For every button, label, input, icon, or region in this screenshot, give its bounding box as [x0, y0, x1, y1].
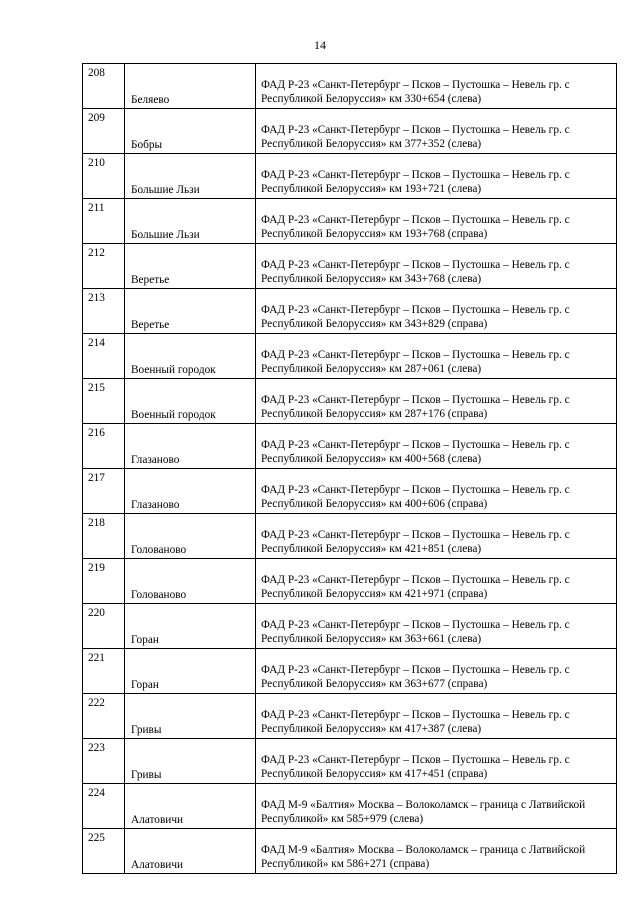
- road-location: ФАД Р-23 «Санкт-Петербург – Псков – Пустошка – Невель гр. с Республикой Белоруссия» км 417+387 (слева): [256, 694, 617, 739]
- settlement-name: Большие Льзи: [125, 199, 256, 244]
- settlement-name: Горан: [125, 649, 256, 694]
- settlement-name: Гривы: [125, 739, 256, 784]
- table-row: [83, 424, 617, 469]
- table-row: [83, 559, 617, 604]
- road-location: ФАД Р-23 «Санкт-Петербург – Псков – Пустошка – Невель гр. с Республикой Белоруссия» км 363+661 (слева): [256, 604, 617, 649]
- table-row: [83, 514, 617, 559]
- road-location: ФАД Р-23 «Санкт-Петербург – Псков – Пустошка – Невель гр. с Республикой Белоруссия» км 417+451 (справа): [256, 739, 617, 784]
- table-row: [83, 64, 617, 109]
- row-number: 223: [83, 739, 125, 784]
- table-row: [83, 694, 617, 739]
- table-body: [83, 64, 617, 874]
- road-location: ФАД Р-23 «Санкт-Петербург – Псков – Пустошка – Невель гр. с Республикой Белоруссия» км 193+768 (справа): [256, 199, 617, 244]
- road-location: ФАД Р-23 «Санкт-Петербург – Псков – Пустошка – Невель гр. с Республикой Белоруссия» км 400+568 (слева): [256, 424, 617, 469]
- row-number: 209: [83, 109, 125, 154]
- table-row: [83, 379, 617, 424]
- road-location: ФАД Р-23 «Санкт-Петербург – Псков – Пустошка – Невель гр. с Республикой Белоруссия» км 363+677 (справа): [256, 649, 617, 694]
- row-number: 216: [83, 424, 125, 469]
- settlement-name: Голованово: [125, 559, 256, 604]
- settlement-name: Голованово: [125, 514, 256, 559]
- table-row: [83, 784, 617, 829]
- table-row: [83, 604, 617, 649]
- table-row: [83, 469, 617, 514]
- row-number: 212: [83, 244, 125, 289]
- row-number: 208: [83, 64, 125, 109]
- settlement-name: Горан: [125, 604, 256, 649]
- road-location: ФАД Р-23 «Санкт-Петербург – Псков – Пустошка – Невель гр. с Республикой Белоруссия» км 287+176 (справа): [256, 379, 617, 424]
- settlement-name: Беляево: [125, 64, 256, 109]
- settlement-name: Глазаново: [125, 469, 256, 514]
- road-location: ФАД Р-23 «Санкт-Петербург – Псков – Пустошка – Невель гр. с Республикой Белоруссия» км 377+352 (слева): [256, 109, 617, 154]
- row-number: 217: [83, 469, 125, 514]
- row-number: 210: [83, 154, 125, 199]
- table-row: [83, 199, 617, 244]
- table-row: [83, 334, 617, 379]
- road-location: ФАД Р-23 «Санкт-Петербург – Псков – Пустошка – Невель гр. с Республикой Белоруссия» км 193+721 (слева): [256, 154, 617, 199]
- table-row: [83, 739, 617, 784]
- settlement-name: Веретье: [125, 289, 256, 334]
- road-location: ФАД Р-23 «Санкт-Петербург – Псков – Пустошка – Невель гр. с Республикой Белоруссия» км 343+829 (справа): [256, 289, 617, 334]
- table-row: [83, 154, 617, 199]
- row-number: 220: [83, 604, 125, 649]
- row-number: 213: [83, 289, 125, 334]
- table-row: [83, 829, 617, 874]
- settlement-name: Алатовичи: [125, 784, 256, 829]
- road-location: ФАД Р-23 «Санкт-Петербург – Псков – Пустошка – Невель гр. с Республикой Белоруссия» км 330+654 (слева): [256, 64, 617, 109]
- bus-stops-table: [82, 63, 617, 874]
- settlement-name: Военный городок: [125, 379, 256, 424]
- settlement-name: Глазаново: [125, 424, 256, 469]
- road-location: ФАД Р-23 «Санкт-Петербург – Псков – Пустошка – Невель гр. с Республикой Белоруссия» км 400+606 (справа): [256, 469, 617, 514]
- settlement-name: Бобры: [125, 109, 256, 154]
- page-number: 14: [314, 38, 326, 52]
- settlement-name: Военный городок: [125, 334, 256, 379]
- settlement-name: Алатовичи: [125, 829, 256, 874]
- settlement-name: Большие Льзи: [125, 154, 256, 199]
- row-number: 211: [83, 199, 125, 244]
- row-number: 219: [83, 559, 125, 604]
- settlement-name: Гривы: [125, 694, 256, 739]
- row-number: 215: [83, 379, 125, 424]
- row-number: 214: [83, 334, 125, 379]
- road-location: ФАД Р-23 «Санкт-Петербург – Псков – Пустошка – Невель гр. с Республикой Белоруссия» км 421+851 (слева): [256, 514, 617, 559]
- table-row: [83, 109, 617, 154]
- row-number: 225: [83, 829, 125, 874]
- table-row: [83, 649, 617, 694]
- row-number: 222: [83, 694, 125, 739]
- road-location: ФАД Р-23 «Санкт-Петербург – Псков – Пустошка – Невель гр. с Республикой Белоруссия» км 287+061 (слева): [256, 334, 617, 379]
- row-number: 221: [83, 649, 125, 694]
- road-location: ФАД Р-23 «Санкт-Петербург – Псков – Пустошка – Невель гр. с Республикой Белоруссия» км 343+768 (слева): [256, 244, 617, 289]
- settlement-name: Веретье: [125, 244, 256, 289]
- table-row: [83, 289, 617, 334]
- row-number: 218: [83, 514, 125, 559]
- road-location: ФАД Р-23 «Санкт-Петербург – Псков – Пустошка – Невель гр. с Республикой Белоруссия» км 421+971 (справа): [256, 559, 617, 604]
- road-location: ФАД М-9 «Балтия» Москва – Волоколамск – граница с Латвийской Республикой» км 585+979 (слева): [256, 784, 617, 829]
- road-location: ФАД М-9 «Балтия» Москва – Волоколамск – граница с Латвийской Республикой» км 586+271 (справа): [256, 829, 617, 874]
- row-number: 224: [83, 784, 125, 829]
- table-row: [83, 244, 617, 289]
